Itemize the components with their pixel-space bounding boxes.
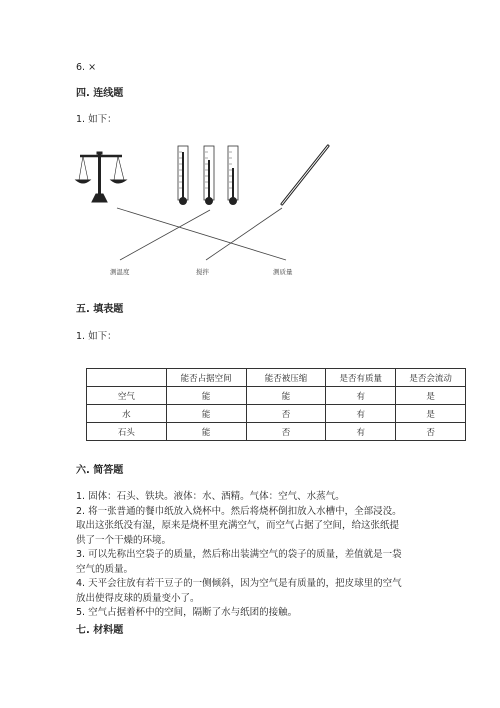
thermometers-icon xyxy=(178,146,238,205)
properties-table xyxy=(86,368,466,441)
answer-line: 3. 可以先称出空袋子的质量，然后称出装满空气的袋子的质量，差值就是一袋 xyxy=(76,549,402,560)
table-cell: 有 xyxy=(326,405,396,423)
table-cell: 能 xyxy=(166,423,246,441)
table-header-cell xyxy=(87,369,167,387)
table-cell: 空气 xyxy=(87,387,167,405)
table-cell: 是 xyxy=(396,387,466,405)
label-measure-temperature: 测温度 xyxy=(110,268,130,276)
balance-scale-icon xyxy=(76,152,126,202)
matching-figure xyxy=(70,138,360,280)
answer-line: 供了一个干燥的环境。 xyxy=(76,534,172,546)
matching-lines xyxy=(117,208,286,260)
table-cell: 石头 xyxy=(87,423,167,441)
section-5-q1: 1. 如下： xyxy=(76,331,117,342)
answer-line: 空气的质量。 xyxy=(76,563,134,575)
glass-rod-icon xyxy=(282,146,328,204)
section-4-q1: 1. 如下： xyxy=(76,114,117,125)
table-header-cell: 能否被压缩 xyxy=(246,369,326,387)
section-7-title: 七. 材料题 xyxy=(76,625,124,636)
answer-line: 4. 天平会往放有若干豆子的一侧倾斜，因为空气是有质量的，把皮球里的空气 xyxy=(76,578,402,589)
answer-line: 放出使得皮球的质量变小了。 xyxy=(76,592,200,604)
table-cell: 有 xyxy=(326,387,396,405)
section-6-title: 六. 简答题 xyxy=(76,465,124,476)
section-5-title: 五. 填表题 xyxy=(76,304,124,315)
section-4-title: 四. 连线题 xyxy=(76,88,124,99)
thermometer-right-icon xyxy=(228,146,238,205)
table-row xyxy=(87,423,466,441)
table-cell: 能 xyxy=(246,387,326,405)
table-cell: 水 xyxy=(87,405,167,423)
table-header-cell: 是否有质量 xyxy=(326,369,396,387)
table-row xyxy=(87,405,466,423)
table-header-cell: 能否占据空间 xyxy=(166,369,246,387)
table-cell: 否 xyxy=(396,423,466,441)
short-answer-block xyxy=(76,490,402,621)
thermometer-middle-icon xyxy=(204,146,214,205)
table-cell: 是 xyxy=(396,405,466,423)
table-row xyxy=(87,387,466,405)
answer-line: 5. 空气占据着杯中的空间，隔断了水与纸团的接触。 xyxy=(76,607,298,618)
label-stir: 搅拌 xyxy=(196,268,209,276)
answer-line: 2. 将一张普通的餐巾纸放入烧杯中。然后将烧杯倒扣放入水槽中，全部浸没。 xyxy=(76,505,402,517)
table-cell: 能 xyxy=(166,405,246,423)
table-cell: 能 xyxy=(166,387,246,405)
thermometer-left-icon xyxy=(178,146,188,205)
table-header-row xyxy=(87,369,466,387)
table-cell: 否 xyxy=(246,405,326,423)
answer-line: 取出这张纸没有湿，原来是烧杯里充满空气，而空气占据了空间，给这张纸提 xyxy=(76,520,400,531)
answer-line: 1. 固体：石头、铁块。液体：水、酒精。气体：空气、水蒸气。 xyxy=(76,491,345,502)
table-cell: 否 xyxy=(246,423,326,441)
table-header-cell: 是否会流动 xyxy=(396,369,466,387)
label-measure-mass: 测质量 xyxy=(273,268,293,276)
q6-answer: 6. × xyxy=(76,62,97,73)
table-cell: 有 xyxy=(326,423,396,441)
